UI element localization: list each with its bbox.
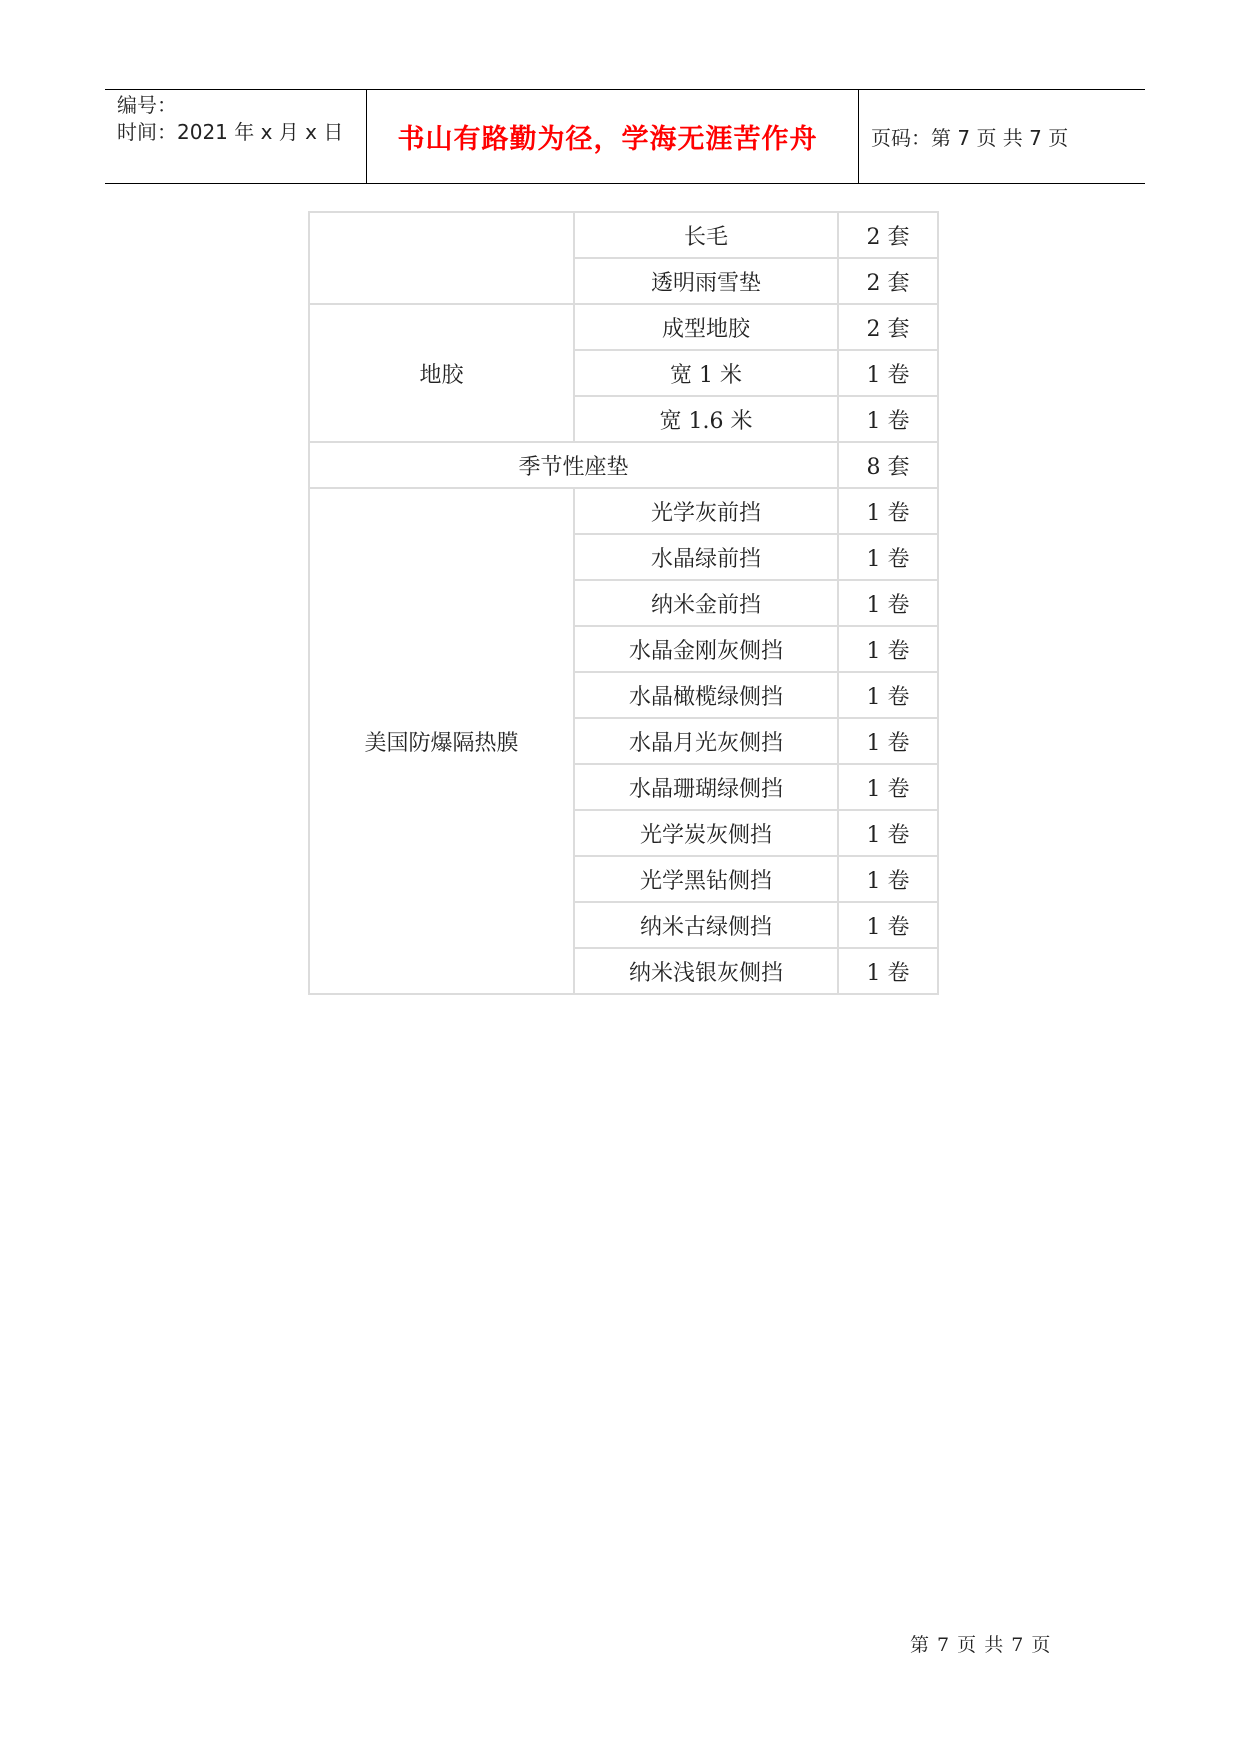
item-cell: 光学黑钻侧挡 bbox=[574, 856, 838, 902]
item-cell: 光学灰前挡 bbox=[574, 488, 838, 534]
table-row bbox=[309, 488, 938, 534]
qty-cell: 1 卷 bbox=[838, 718, 938, 764]
category-cell bbox=[309, 212, 574, 304]
number-label: 编号： bbox=[117, 93, 177, 117]
qty-cell: 1 卷 bbox=[838, 856, 938, 902]
item-cell: 成型地胶 bbox=[574, 304, 838, 350]
qty-cell: 1 卷 bbox=[838, 396, 938, 442]
item-cell: 水晶金刚灰侧挡 bbox=[574, 626, 838, 672]
merged-cell: 季节性座垫 bbox=[309, 442, 838, 488]
qty-cell: 1 卷 bbox=[838, 948, 938, 994]
category-cell: 地胶 bbox=[309, 304, 574, 442]
item-cell: 纳米古绿侧挡 bbox=[574, 902, 838, 948]
qty-cell: 1 卷 bbox=[838, 672, 938, 718]
header-left bbox=[105, 90, 367, 183]
qty-cell: 1 卷 bbox=[838, 488, 938, 534]
qty-cell: 1 卷 bbox=[838, 534, 938, 580]
inventory-table bbox=[308, 211, 939, 995]
qty-cell: 1 卷 bbox=[838, 580, 938, 626]
header-motto: 书山有路勤为径，学海无涯苦作舟 bbox=[367, 90, 859, 183]
table-row bbox=[309, 212, 938, 258]
item-cell: 宽 1 米 bbox=[574, 350, 838, 396]
item-cell: 水晶珊瑚绿侧挡 bbox=[574, 764, 838, 810]
table-row bbox=[309, 442, 938, 488]
item-cell: 水晶绿前挡 bbox=[574, 534, 838, 580]
item-cell: 宽 1.6 米 bbox=[574, 396, 838, 442]
qty-cell: 1 卷 bbox=[838, 902, 938, 948]
qty-cell: 1 卷 bbox=[838, 626, 938, 672]
item-cell: 水晶橄榄绿侧挡 bbox=[574, 672, 838, 718]
qty-cell: 1 卷 bbox=[838, 350, 938, 396]
page-footer: 第 7 页 共 7 页 bbox=[910, 1634, 1052, 1656]
page-header bbox=[105, 89, 1145, 184]
item-cell: 长毛 bbox=[574, 212, 838, 258]
item-cell: 水晶月光灰侧挡 bbox=[574, 718, 838, 764]
qty-cell: 2 套 bbox=[838, 304, 938, 350]
header-page-info: 页码：第 7 页 共 7 页 bbox=[871, 126, 1069, 150]
item-cell: 纳米金前挡 bbox=[574, 580, 838, 626]
category-cell: 美国防爆隔热膜 bbox=[309, 488, 574, 994]
qty-cell: 1 卷 bbox=[838, 764, 938, 810]
item-cell: 纳米浅银灰侧挡 bbox=[574, 948, 838, 994]
qty-cell: 8 套 bbox=[838, 442, 938, 488]
qty-cell: 1 卷 bbox=[838, 810, 938, 856]
qty-cell: 2 套 bbox=[838, 258, 938, 304]
time-label: 时间：2021 年 x 月 x 日 bbox=[117, 120, 344, 144]
qty-cell: 2 套 bbox=[838, 212, 938, 258]
item-cell: 光学炭灰侧挡 bbox=[574, 810, 838, 856]
item-cell: 透明雨雪垫 bbox=[574, 258, 838, 304]
table-row bbox=[309, 304, 938, 350]
